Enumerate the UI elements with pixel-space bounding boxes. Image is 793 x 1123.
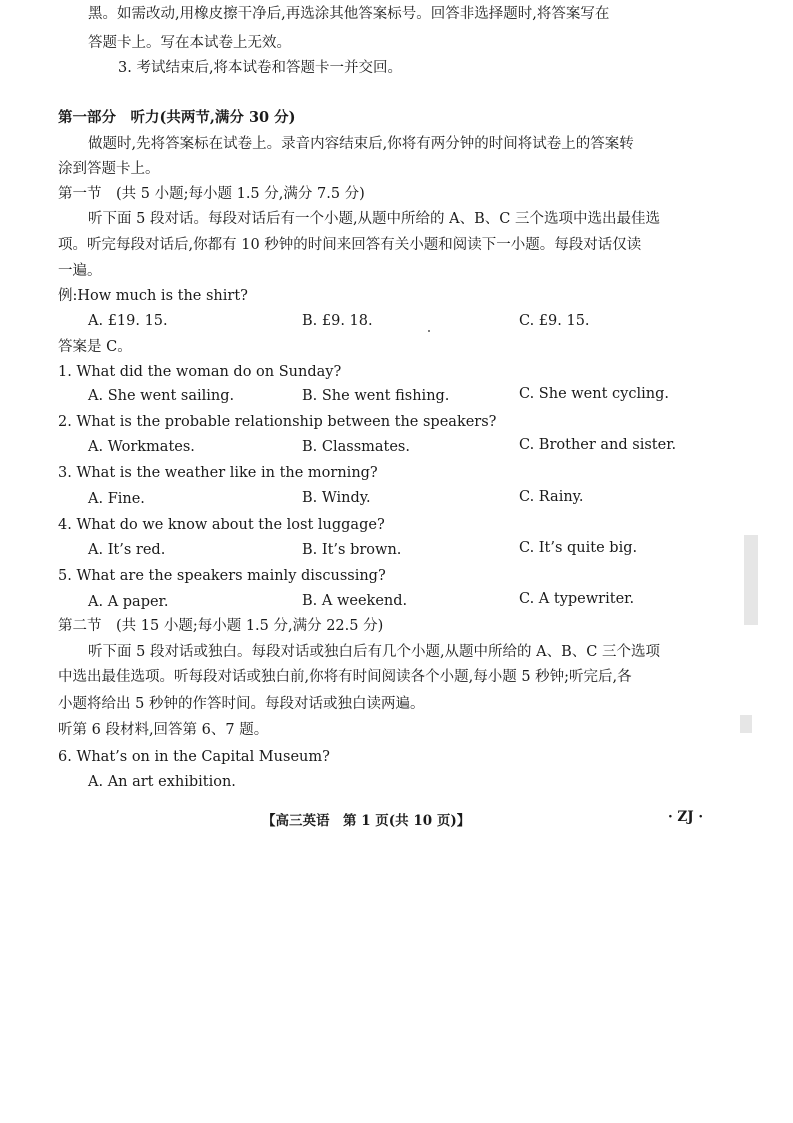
question: 5. What are the speakers mainly discussing? (58, 568, 386, 584)
option-a: A. A paper. (88, 594, 169, 610)
option-a: A. An art exhibition. (88, 774, 236, 790)
paper-code: · ZJ · (668, 809, 704, 825)
option-b: B. Windy. (302, 490, 371, 506)
example-question: 例:How much is the shirt? (58, 288, 248, 304)
option-c: C. Brother and sister. (519, 437, 677, 453)
question: 3. What is the weather like in the morning? (58, 465, 378, 481)
option-c: C. She went cycling. (519, 386, 669, 402)
option-b: B. She went fishing. (302, 388, 450, 404)
part-intro: 做题时,先将答案标在试卷上。录音内容结束后,你将有两分钟的时间将试卷上的答案转 (88, 136, 634, 152)
instruction-line: 3. 考试结束后,将本试卷和答题卡一并交回。 (118, 60, 403, 76)
section-heading: 第二节 (共 15 小题;每小题 1.5 分,满分 22.5 分) (58, 618, 384, 634)
example-option-c: C. £9. 15. (519, 313, 590, 329)
option-a: A. Workmates. (88, 439, 195, 455)
option-c: C. A typewriter. (519, 591, 635, 607)
option-b: B. Classmates. (302, 439, 410, 455)
question: 1. What did the woman do on Sunday? (58, 364, 342, 380)
scan-mark (740, 715, 752, 733)
option-a: A. It’s red. (88, 542, 166, 558)
example-option-a: A. £19. 15. (88, 313, 168, 329)
part-intro: 涂到答题卡上。 (58, 161, 160, 177)
option-b: B. It’s brown. (302, 542, 402, 558)
option-c: C. Rainy. (519, 489, 584, 505)
question: 2. What is the probable relationship between the speakers? (58, 414, 497, 430)
scan-mark (744, 535, 758, 625)
section-directions: 听下面 5 段对话。每段对话后有一个小题,从题中所给的 A、B、C 三个选项中选出最佳选 (88, 211, 660, 227)
option-a: A. Fine. (88, 491, 145, 507)
section-heading: 第一节 (共 5 小题;每小题 1.5 分,满分 7.5 分) (58, 186, 365, 202)
section-directions: 一遍。 (58, 263, 102, 279)
section-directions: 小题将给出 5 秒钟的作答时间。每段对话或独白读两遍。 (58, 696, 425, 712)
speck (428, 330, 430, 332)
option-a: A. She went sailing. (88, 388, 235, 404)
section-directions: 听下面 5 段对话或独白。每段对话或独白后有几个小题,从题中所给的 A、B、C 三个选项 (88, 644, 660, 660)
instruction-line: 答题卡上。写在本试卷上无效。 (88, 35, 291, 51)
part-heading: 第一部分 听力(共两节,满分 30 分) (58, 109, 296, 126)
option-b: B. A weekend. (302, 593, 408, 609)
example-option-b: B. £9. 18. (302, 313, 373, 329)
option-c: C. It’s quite big. (519, 540, 638, 556)
page-footer: 【高三英语 第 1 页(共 10 页)】 (262, 813, 471, 829)
example-answer: 答案是 C。 (58, 339, 132, 355)
instruction-line: 黑。如需改动,用橡皮擦干净后,再选涂其他答案标号。回答非选择题时,将答案写在 (88, 6, 610, 22)
material-note: 听第 6 段材料,回答第 6、7 题。 (58, 722, 269, 738)
section-directions: 中选出最佳选项。听每段对话或独白前,你将有时间阅读各个小题,每小题 5 秒钟;听完后,各 (58, 669, 632, 685)
question: 4. What do we know about the lost luggage? (58, 517, 385, 533)
section-directions: 项。听完每段对话后,你都有 10 秒钟的时间来回答有关小题和阅读下一小题。每段对话仅读 (58, 237, 642, 253)
question: 6. What’s on in the Capital Museum? (58, 749, 330, 765)
